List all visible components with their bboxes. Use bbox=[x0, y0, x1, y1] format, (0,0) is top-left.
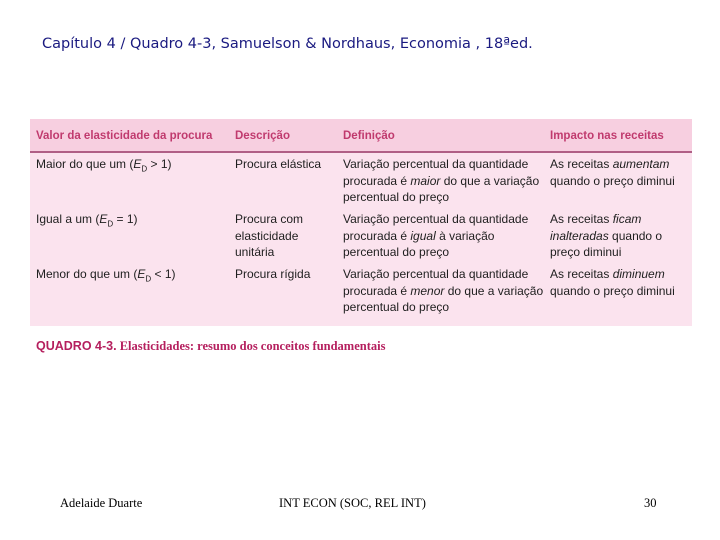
cell-revenue-impact: As receitas ficam inalteradas quando o preço diminui bbox=[550, 212, 663, 259]
cell-revenue-impact: As receitas diminuem quando o preço diminui bbox=[550, 267, 675, 298]
header-elasticity-value: Valor da elasticidade da procura bbox=[36, 130, 213, 142]
cell-description: Procura rígida bbox=[235, 267, 311, 281]
header-divider bbox=[30, 151, 692, 153]
header-revenue-impact: Impacto nas receitas bbox=[550, 130, 664, 142]
cell-description: Procura com elasticidade unitária bbox=[235, 212, 304, 259]
footer-course: INT ECON (SOC, REL INT) bbox=[279, 496, 426, 510]
cell-elasticity-value: Igual a um $(E_D = 1)$ bbox=[36, 212, 138, 229]
cell-description: Procura elástica bbox=[235, 157, 322, 171]
slide-title: Capítulo 4 / Quadro 4-3, Samuelson & Nordhaus, Economia , 18ªed. bbox=[42, 36, 533, 52]
caption-label: QUADRO 4-3. bbox=[36, 339, 117, 353]
header-definition: Definição bbox=[343, 130, 395, 142]
cell-revenue-impact: As receitas aumentam quando o preço diminui bbox=[550, 157, 675, 188]
table-caption bbox=[36, 339, 385, 354]
cell-definition: Variação percentual da quantidade procurada é maior do que a variação percentual do preço bbox=[343, 157, 540, 204]
footer-page-number: 30 bbox=[644, 496, 657, 510]
caption-title: Elasticidades: resumo dos conceitos fundamentais bbox=[119, 339, 386, 353]
elasticity-table bbox=[30, 119, 692, 326]
cell-elasticity-value: Maior do que um $(E_D > 1)$ bbox=[36, 157, 172, 174]
cell-definition: Variação percentual da quantidade procurada é igual à variação percentual do preço bbox=[343, 212, 529, 259]
footer-author: Adelaide Duarte bbox=[60, 496, 143, 510]
cell-elasticity-value: Menor do que um $(E_D < 1)$ bbox=[36, 267, 176, 284]
table-header-row bbox=[30, 119, 692, 151]
header-description: Descrição bbox=[235, 130, 290, 142]
cell-definition: Variação percentual da quantidade procurada é menor do que a variação percentual do preço bbox=[343, 267, 544, 314]
